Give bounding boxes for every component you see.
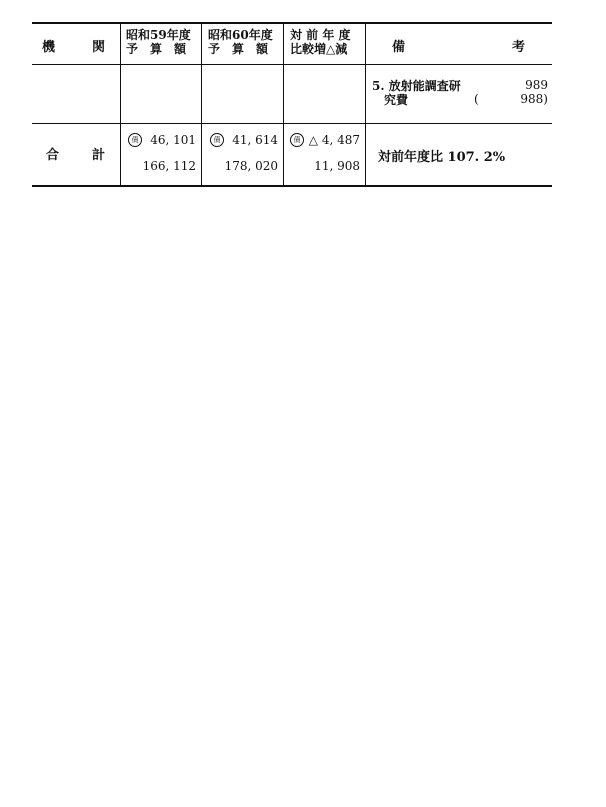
remark-paren-value: 988) (520, 92, 548, 106)
header-fy60-line1: 昭和60年度 (208, 28, 273, 42)
diff-bond-value: △ 4, 487 (308, 133, 360, 147)
total-remark: 対前年度比 107. 2% (378, 150, 506, 165)
remark-value: 989 (525, 78, 548, 92)
fy59-bond-value: 46, 101 (150, 133, 196, 147)
fy60-bond-value: 41, 614 (232, 133, 278, 147)
col-divider-1 (120, 22, 121, 185)
remark-item-line2: 究費 (384, 93, 409, 107)
col-divider-2 (201, 22, 202, 185)
fy59-total-value: 166, 112 (142, 159, 196, 173)
col-divider-3 (283, 22, 284, 185)
header-fy59-line1: 昭和59年度 (126, 28, 191, 42)
bond-mark-icon: 債 (210, 133, 224, 147)
remark-paren-open: ( (474, 92, 479, 106)
total-label-right: 計 (92, 148, 106, 163)
header-diff-line2: 比較増△減 (290, 42, 348, 56)
remark-item-line1: 5. 放射能調査研 (372, 79, 461, 93)
rule-top (32, 22, 552, 24)
fy60-total-value: 178, 020 (224, 159, 278, 173)
rule-bottom (32, 185, 552, 187)
header-agency-left: 機 (42, 40, 56, 55)
bond-mark-icon: 債 (128, 133, 142, 147)
rule-header-bottom (32, 64, 552, 65)
diff-total-value: 11, 908 (314, 159, 360, 173)
col-divider-4 (365, 22, 366, 185)
header-agency-right: 関 (92, 40, 106, 55)
header-remarks-right: 考 (512, 40, 526, 55)
header-remarks-left: 備 (392, 40, 406, 55)
total-label-left: 合 (46, 148, 60, 163)
rule-row1-bottom (32, 123, 552, 124)
header-fy59-line2: 予 算 額 (126, 42, 187, 56)
header-fy60-line2: 予 算 額 (208, 42, 269, 56)
bond-mark-icon: 債 (290, 133, 304, 147)
header-diff-line1: 対 前 年 度 (290, 28, 351, 42)
